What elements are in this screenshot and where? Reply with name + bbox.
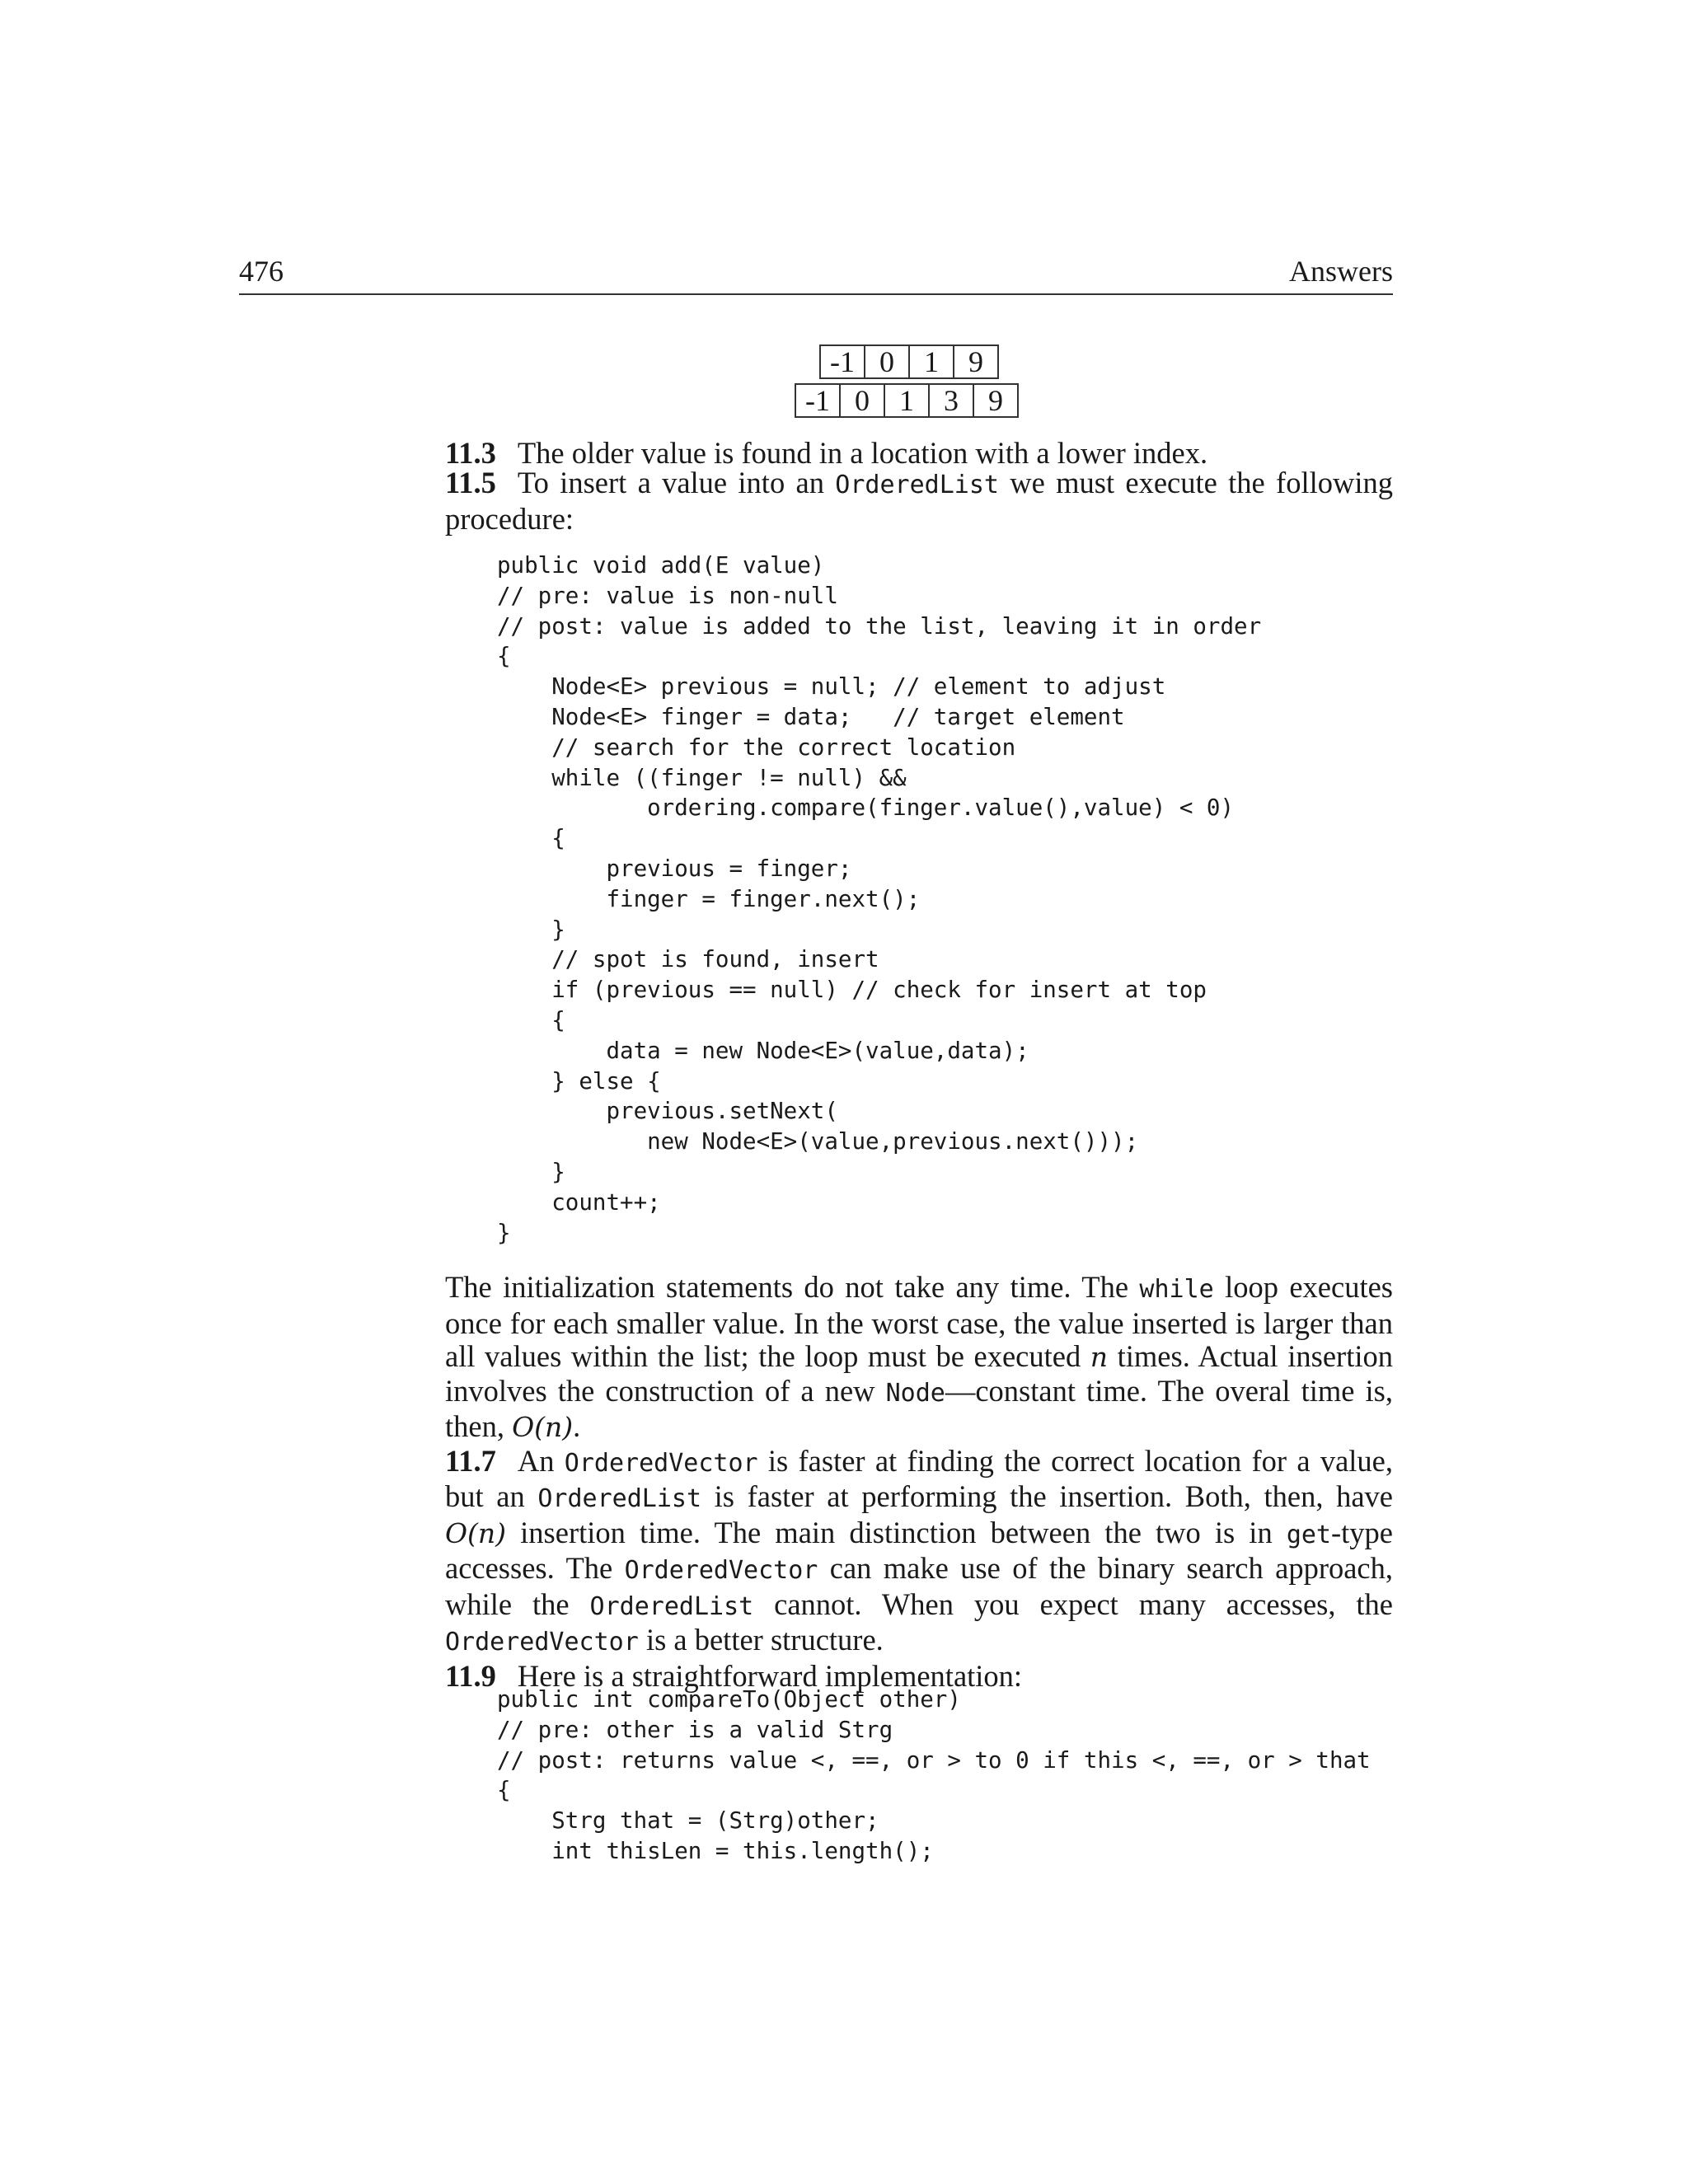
answer-text: we must execute the following procedure: — [445, 466, 1393, 536]
answer-text: -type accesses. The — [445, 1515, 1393, 1585]
answer-text: To insert a value into an — [517, 466, 836, 499]
answer-label: 11.7 — [445, 1443, 496, 1478]
answer-text: Here is a straightforward implementation: — [517, 1658, 1023, 1693]
code-listing-add: public void add(E value) // pre: value is non-null // post: value is added to the list, leaving it in order { Node<E> previous = null; // element to adjust Node<E> finger = data; // target element // search for the correct location while ((finger != null) && ordering.compare(finger.value(),value) < 0) { previous = finger; finger = finger.next(); } // spot is found, insert if (previous == null) // check for insert at top { data = new Node<E>(value,data); } else { previous.setNext( new Node<E>(value,previous.next())); } count++; } — [497, 552, 1262, 1246]
array-cell: 1 — [884, 383, 930, 418]
code-listing-compareto: public int compareTo(Object other) // pre: other is a valid Strg // post: returns value <, ==, or > to 0 if this <, ==, or > that { Strg that = (Strg)other; int thisLen = this.length(); — [497, 1686, 1371, 1864]
answer-text: insertion time. The main distinction between the two is in — [506, 1515, 1287, 1549]
answer-text: An — [517, 1443, 565, 1478]
array-cell: -1 — [795, 383, 841, 418]
answer-body — [445, 1271, 1393, 1693]
inline-code: OrderedVector — [624, 1556, 818, 1585]
array-cell: 0 — [864, 344, 910, 379]
running-title: Answers — [1289, 255, 1393, 288]
answer-11-5 — [445, 466, 1393, 536]
array-before-insert — [819, 344, 999, 379]
inline-code: OrderedVector — [445, 1628, 639, 1657]
array-cell: 0 — [839, 383, 885, 418]
inline-code: OrderedList — [835, 471, 999, 499]
inline-code: while — [1139, 1275, 1214, 1304]
array-cell: 3 — [928, 383, 974, 418]
answer-text: The older value is found in a location with a lower index. — [517, 436, 1208, 470]
answer-text: is faster at performing the insertion. Both, then, have — [701, 1479, 1393, 1513]
array-cell: 9 — [973, 383, 1019, 418]
inline-code: OrderedVector — [564, 1448, 758, 1478]
answer-text: —constant time. The overal time is, then, — [445, 1373, 1393, 1443]
answer-text: is faster at finding the correct location for a value, but an — [445, 1443, 1394, 1513]
math-expression: O(n) — [445, 1516, 507, 1549]
answer-text: can make use of the binary search approach, while the — [445, 1551, 1393, 1621]
answer-text: times. Actual insertion involves the construction of a new — [445, 1339, 1393, 1408]
math-symbol: n — [1090, 1341, 1109, 1373]
running-header — [239, 251, 1393, 295]
answer-text: is a better structure. — [638, 1623, 884, 1657]
array-after-insert — [795, 383, 1019, 418]
answer-label: 11.3 — [445, 436, 496, 470]
answer-text: The initialization statements do not take any time. The — [445, 1270, 1140, 1304]
answer-text: . — [573, 1409, 581, 1443]
answer-text: cannot. When you expect many accesses, the — [753, 1586, 1393, 1621]
math-expression: O(n) — [512, 1411, 574, 1443]
answer-text: loop executes once for each smaller value. In the worst case, the value inserted is larger than all values within the list; the loop must be executed — [445, 1270, 1393, 1373]
page-number: 476 — [239, 255, 284, 288]
array-cell: -1 — [819, 344, 865, 379]
answer-label: 11.9 — [445, 1658, 496, 1693]
inline-code: OrderedList — [537, 1484, 702, 1513]
inline-code: get — [1286, 1520, 1331, 1549]
array-cell: 1 — [908, 344, 954, 379]
answer-label: 11.5 — [445, 466, 496, 499]
array-cell: 9 — [953, 344, 999, 379]
inline-code: Node — [885, 1378, 945, 1408]
inline-code: OrderedList — [589, 1591, 754, 1621]
